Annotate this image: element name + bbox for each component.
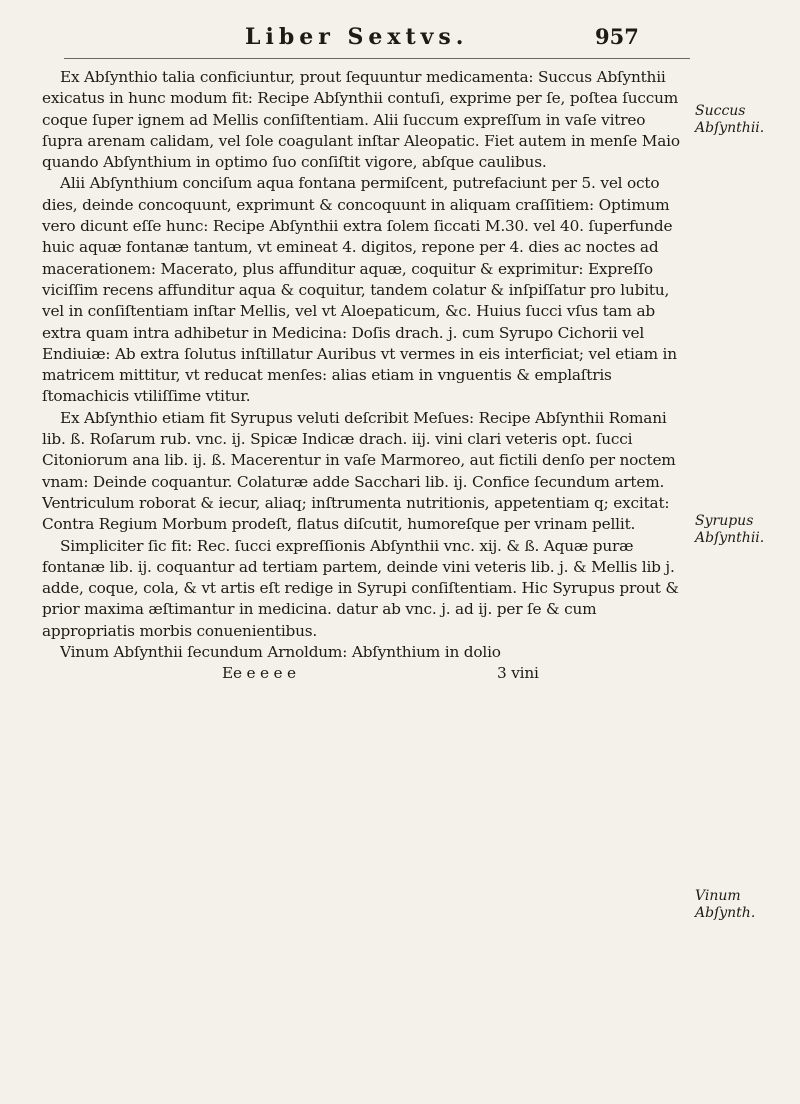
catchword-line xyxy=(42,663,690,685)
signature-mark: Ee e e e e xyxy=(222,664,296,683)
margin-note-vinum: Vinum Abſynth. xyxy=(695,888,756,921)
header-rule xyxy=(64,58,690,59)
paragraph-simpliciter: Simpliciter ſic fit: Rec. ſucci expreſſionis Abſynthii vnc. xij. & ß. Aquæ puræ fontanæ lib. ij. coquantur ad tertiam partem, deinde vini veteris lib. j. & Mellis lib j. adde, coque, cola, & vt artis eſt redige in Syrupi conſiſtentiam. Hic Syrupus prout & prior maxima æſtimantur in medicina. datur ab vnc. j. ad ij. per ſe & cum appropriatis morbis conuenientibus. xyxy=(42,536,679,640)
catchword: 3 vini xyxy=(497,664,539,683)
paragraph-alii: Alii Abſynthium conciſum aqua fontana permiſcent, putrefaciunt per 5. vel octo dies, deinde concoquunt, exprimunt & concoquunt in aliquam craſſitiem: Optimum vero dicunt eſſe hunc: Recipe Abſynthii extra ſolem ſiccati M.30. vel 40. ſuperfunde huic aquæ fontanæ tantum, vt emineat 4. digitos, repone per 4. dies ac noctes ad macerationem: Macerato, plus affunditur aquæ, coquitur & exprimitur: Expreſſo viciſſim recens affunditur aqua & coquitur, tandem colatur & inſpiſſatur pro lubitu, vel in conſiſtentiam inſtar Mellis, vel vt Aloepaticum, &c. Huius ſucci vſus tam ab extra quam intra adhibetur in Medicina: Doſis drach. j. cum Syrupo Cichorii vel Endiuiæ: Ab extra ſolutus inſtillatur Auribus vt vermes in eis interficiat; vel etiam in matricem mittitur, vt reducat menſes: alias etiam in vnguentis & emplaſtris ſtomachicis vtiliſſime vtitur. xyxy=(42,174,677,406)
margin-note-succus: Succus Abſynthii. xyxy=(695,103,765,136)
paragraph-succus: Ex Abſynthio talia conficiuntur, prout ſequuntur medicamenta: Succus Abſynthii exicatus in hunc modum fit: Recipe Abſynthii contuſi, exprime per ſe, poſtea ſuccum coque ſuper ignem ad Mellis conſiſtentiam. Alii ſuccum expreſſum in vaſe vitreo ſupra arenam calidam, vel ſole coagulant inſtar Aleopatic. Fiet autem in menſe Maio quando Abſynthium in optimo ſuo conſiſtit vigore, abſque caulibus. xyxy=(42,68,680,172)
paragraph-syrupus: Ex Abſynthio etiam fit Syrupus veluti deſcribit Meſues: Recipe Abſynthii Romani lib. ß. Roſarum rub. vnc. ij. Spicæ Indicæ drach. iij. vini clari veteris opt. ſucci Citoniorum ana lib. ij. ß. Macerentur in vaſe Marmoreo, aut fictili denſo per noctem vnam: Deinde coquantur. Colaturæ adde Sacchari lib. ij. Confice ſecundum artem. Ventriculum roborat & iecur, aliaq; inſtrumenta nutritionis, appetentiam q; excitat: Contra Regium Morbum prodeſt, flatus diſcutit, humoreſque per vrinam pellit. xyxy=(42,408,676,534)
body-text xyxy=(42,67,690,685)
paragraph-vinum: Vinum Abſynthii ſecundum Arnoldum: Abſynthium in dolio xyxy=(60,643,501,662)
running-title: Liber Sextvs. xyxy=(245,24,469,50)
page-header xyxy=(40,14,780,60)
margin-note-syrupus: Syrupus Abſynthii. xyxy=(695,513,765,546)
page-number: 957 xyxy=(595,24,639,49)
